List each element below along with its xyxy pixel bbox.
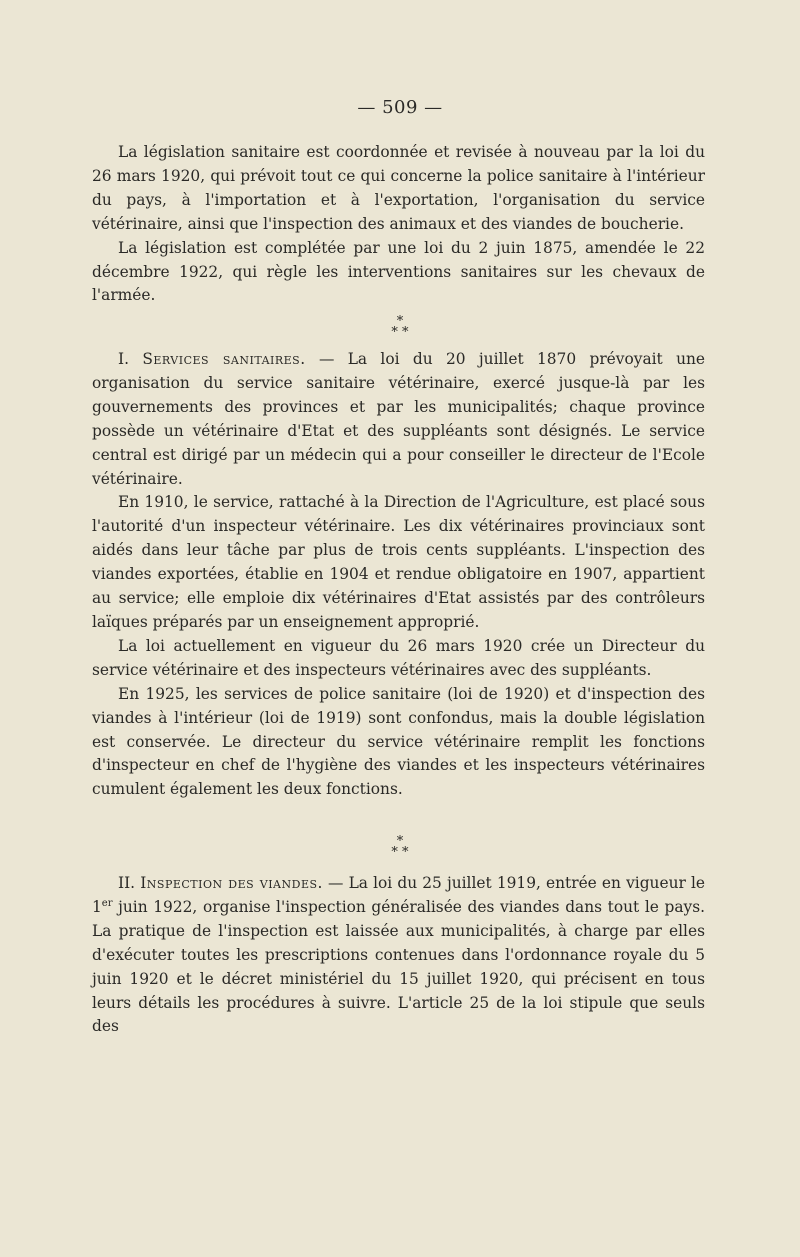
section-title: Inspection des viandes.: [140, 874, 323, 892]
page-number: — 509 —: [357, 97, 443, 118]
paragraph: [92, 872, 705, 1039]
paragraph: En 1910, le service, rattaché à la Direction de l'Agriculture, est placé sous l'autorité d'un inspecteur vétérinaire. Les dix vétérinaires provinciaux sont aidés dans leur tâche par plus de trois cents suppléants. L'inspection des viandes exportées, établie en 1904 et rendue obligatoire en 1907, appartient au service; elle emploie dix vétérinaires d'Etat assistés par des contrôleurs laïques préparés par un enseignement approprié.: [92, 493, 705, 631]
section-number: II.: [118, 874, 136, 892]
superscript: er: [101, 897, 113, 909]
paragraph: La législation sanitaire est coordonnée et revisée à nouveau par la loi du 26 mars 1920, qui prévoit tout ce qui concerne la police sanitaire à l'intérieur du pays, à l'importation et à l'exportation, l'organisation du service vétérinaire, ainsi que l'inspection des animaux et des viandes de boucherie.: [92, 143, 705, 233]
asterism-bottom: * *: [391, 325, 409, 340]
section-separator: [0, 836, 800, 858]
paragraph: En 1925, les services de police sanitaire (loi de 1920) et d'inspection des viandes à l'intérieur (loi de 1919) sont confondus, mais la double législation est conservée. Le directeur du service vétérinaire remplit les fonctions d'inspecteur en chef de l'hygiène des viandes et les inspecteurs vétérinaires cumulent également les deux fonctions.: [92, 684, 705, 799]
section-separator: [0, 316, 800, 338]
paragraph-text: — La loi du 20 juillet 1870 prévoyait une organisation du service sanitaire vétérinaire, exercé jusque-là par les gouvernements des provinces et par les municipalités; chaque province possède un vétérinaire d'Etat et des suppléants sont désignés. Le service central est dirigé par un médecin qui a pour conseiller le directeur de l'Ecole vétérinaire.: [92, 350, 705, 488]
paragraph-text: juin 1922, organise l'inspection généralisée des viandes dans tout le pays. La pratique de l'inspection est laissée aux municipalités, à charge par elles d'exécuter toutes les prescriptions contenues dans l'ordonnance royale du 5 juin 1920 et le décret ministériel du 15 juillet 1920, qui précisent en tous leurs détails les procédures à suivre. L'article 25 de la loi stipule que seuls des: [92, 897, 705, 1036]
paragraph: [92, 348, 705, 491]
paragraph-text: — La loi du 25 juillet 1919, entrée en vigueur le 1: [92, 874, 705, 916]
section-number: I.: [118, 350, 129, 368]
asterism-bottom: * *: [391, 845, 409, 860]
asterism-top: *: [396, 834, 404, 849]
intro-section: [92, 141, 705, 308]
section-title: Services sanitaires.: [142, 350, 306, 368]
section-services-sanitaires: [92, 348, 705, 802]
paragraph: La loi actuellement en vigueur du 26 mars 1920 crée un Directeur du service vétérinaire et des inspecteurs vétérinaires avec des suppléants.: [92, 636, 705, 679]
section-inspection-viandes: [92, 872, 705, 1039]
asterism-top: *: [396, 314, 404, 329]
paragraph: La législation est complétée par une loi du 2 juin 1875, amendée le 22 décembre 1922, qui règle les interventions sanitaires sur les chevaux de l'armée.: [92, 238, 705, 305]
